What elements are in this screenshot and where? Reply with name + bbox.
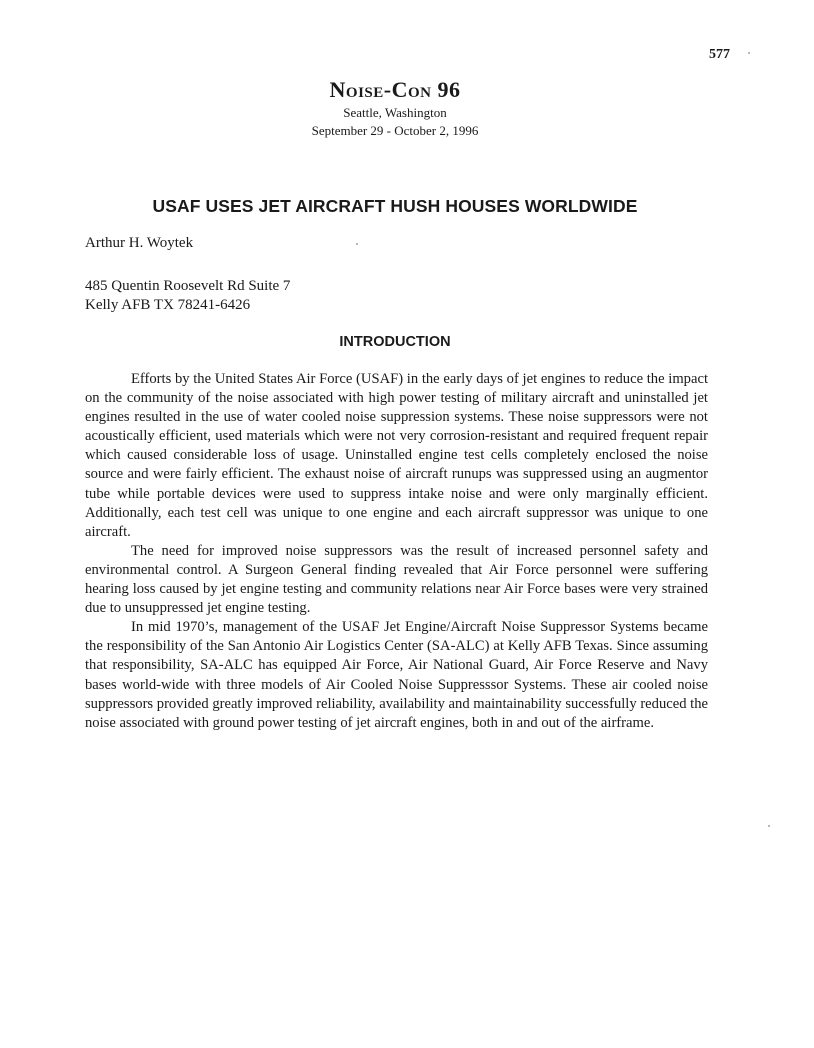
conference-name-year: 96 xyxy=(437,77,461,102)
section-heading: INTRODUCTION xyxy=(339,334,451,350)
address-line-1: 485 Quentin Roosevelt Rd Suite 7 xyxy=(85,278,291,294)
author-name: Arthur H. Woytek xyxy=(85,235,194,251)
conference-dates: September 29 - October 2, 1996 xyxy=(311,123,479,138)
conference-location: Seattle, Washington xyxy=(343,105,447,120)
paragraph: In mid 1970’s, management of the USAF Jet Engine/Aircraft Noise Suppressor Systems became the responsibility of the San Antonio Air Logistics Center (SA-ALC) at Kelly AFB Texas. Since assuming that responsibility, SA-ALC has equipped Air Force, Air National Guard, Air Force Reserve and Navy bases world-wide with three models of Air Cooled Noise Suppresssor Systems. These air cooled noise suppressors provided greatly improved reliability, availability and maintainability successfully reduced the noise associated with ground power testing of jet aircraft engines, both in and out of the airframe. xyxy=(85,619,708,731)
author-address xyxy=(85,277,290,315)
conference-name xyxy=(0,76,790,104)
conference-name-prefix: Noise-Con xyxy=(329,77,432,102)
address-line-2: Kelly AFB TX 78241-6426 xyxy=(85,297,251,313)
section-body xyxy=(85,370,708,733)
conference-header xyxy=(0,76,790,140)
paragraph: The need for improved noise suppressors was the result of increased personnel safety and environmental control. A Surgeon General finding revealed that Air Force personnel were suffering hearing loss caused by jet engine testing and community relations near Air Force bases were very strained due to unsuppressed jet engine testing. xyxy=(85,542,708,617)
scan-speck xyxy=(356,243,358,245)
scan-speck xyxy=(748,52,750,54)
paper-title: USAF USES JET AIRCRAFT HUSH HOUSES WORLDWIDE xyxy=(152,196,638,216)
scan-speck xyxy=(768,825,770,827)
paragraph: Efforts by the United States Air Force (USAF) in the early days of jet engines to reduce the impact on the community of the noise associated with high power testing of military aircraft and uninstalled jet engines resulted in the use of water cooled noise suppression systems. These noise suppressors were not acoustically efficient, used materials which were not very corrosion-resistant and required frequent repair which caused considerable loss of usage. Uninstalled engine test cells completely enclosed the noise source and were fairly efficient. The exhaust noise of aircraft runups was suppressed using an augmentor tube while portable devices were used to suppress intake noise and were only marginally efficient. Additionally, each test cell was unique to one engine and each aircraft suppressor was unique to one aircraft. xyxy=(85,371,708,540)
page-number: 577 xyxy=(709,47,730,62)
